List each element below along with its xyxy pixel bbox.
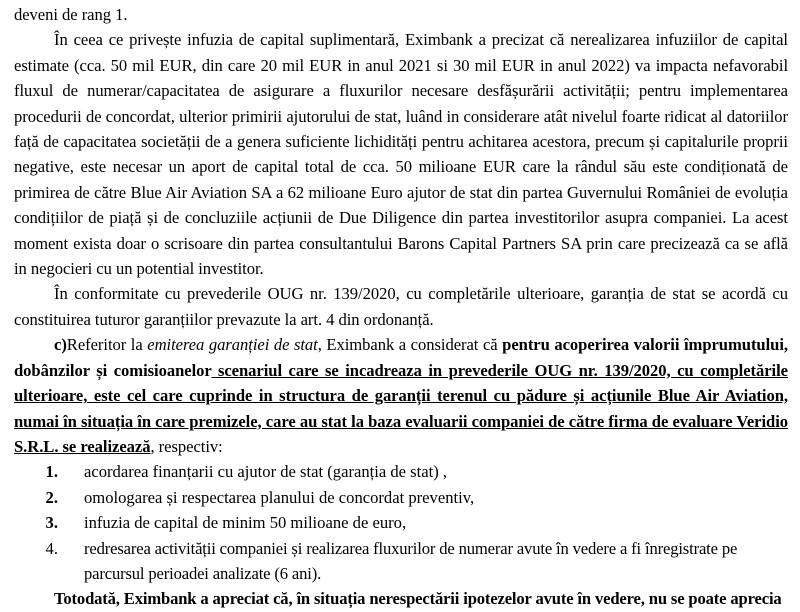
paragraph-marker-c: c): [54, 335, 67, 355]
list-item-label: redresarea activității companiei și realizarea fluxurilor de numerar avute în vedere a fi înregistrate pe parcursul perioadei analizate (6 ani).: [84, 538, 738, 583]
paragraph-closing: Totodată, Eximbank a apreciat că, în situația nerespectării ipotezelor avute în vedere, nu se poate aprecia: [54, 589, 782, 609]
paragraph-seg-6: , respectiv:: [150, 436, 223, 456]
paragraph-seg-bold-underline: scenariul care se incadreaza in prevederile OUG nr. 139/2020, cu completările ulterioare, este cel care cuprinde in structura de garanții terenul cu pădure și acțiunile Blue Air Aviation, numai în situația în care premizele, care au stat la baza evaluarii companiei de către firma de evaluare Veridio S.R.L. se realizează: [14, 360, 788, 456]
paragraph-seg-italic: emiterea garanției de stat: [147, 335, 318, 355]
paragraph-capital-infusion: În ceea ce privește infuzia de capital suplimentară, Eximbank a precizat că nerealizarea infuziilor de capital estimate (cca. 50 mil EUR, din care 20 mil EUR in anul 2021 si 30 mil EUR in anul 2022) va impacta nefavorabil fluxul de numerar/capacitatea de asigurare a fluxurilor necesare desfășurării activității; pentru implementarea procedurii de concordat, ulterior primirii ajutorului de stat, luând in considerare atât nivelul foarte ridicat al datoriilor față de capacitatea societății de a genera suficiente lichidități pentru achitarea acestora, precum și capitalurile proprii negative, este necesar un aport de capital total de cca. 50 milioane EUR care la rândul său este condiționată de primirea de către Blue Air Aviation SA a 62 milioane Euro ajutor de stat din partea Guvernului României de evoluția condițiilor de piață și de concluziile acțiunii de Due Diligence din partea investitorilor asupra companiei. La acest moment exista doar o scrisoare din partea consultantului Barons Capital Partners SA prin care precizează ca se află in negocieri cu un potential investitor.: [14, 30, 788, 279]
paragraph-seg-3: , Eximbank a considerat că: [317, 335, 503, 355]
top-line: deveni de rang 1.: [14, 5, 128, 24]
list-item: [14, 459, 788, 484]
paragraph-oug-conformity: În conformitate cu prevederile OUG nr. 139/2020, cu completările ulterioare, garanția de stat se acordă cu constituirea tuturor garanțiilor prevazute la art. 4 din ordonanță.: [14, 284, 788, 329]
list-item: [14, 536, 788, 587]
numbered-conditions-list: [14, 459, 788, 586]
list-item-number: 1.: [45, 462, 58, 482]
list-item-number: 2.: [45, 487, 58, 507]
paragraph-seg-1: Referitor la: [66, 335, 148, 355]
paragraph-seg-bold: pentru acoperirea valorii împrumutului, dobânzilor și comisioanelor: [14, 335, 788, 380]
list-item: [14, 485, 788, 510]
list-item-label: acordarea finanțarii cu ajutor de stat (garanția de stat) ,: [84, 462, 448, 482]
list-item-label: infuzia de capital de minim 50 milioane de euro,: [84, 513, 407, 533]
paragraph-state-guarantee: [14, 332, 788, 459]
list-item-number: 4.: [45, 538, 58, 558]
list-item-number: 3.: [45, 513, 58, 533]
list-item-label: omologarea și respectarea planului de concordat preventiv,: [84, 487, 475, 507]
list-item: [14, 510, 788, 535]
